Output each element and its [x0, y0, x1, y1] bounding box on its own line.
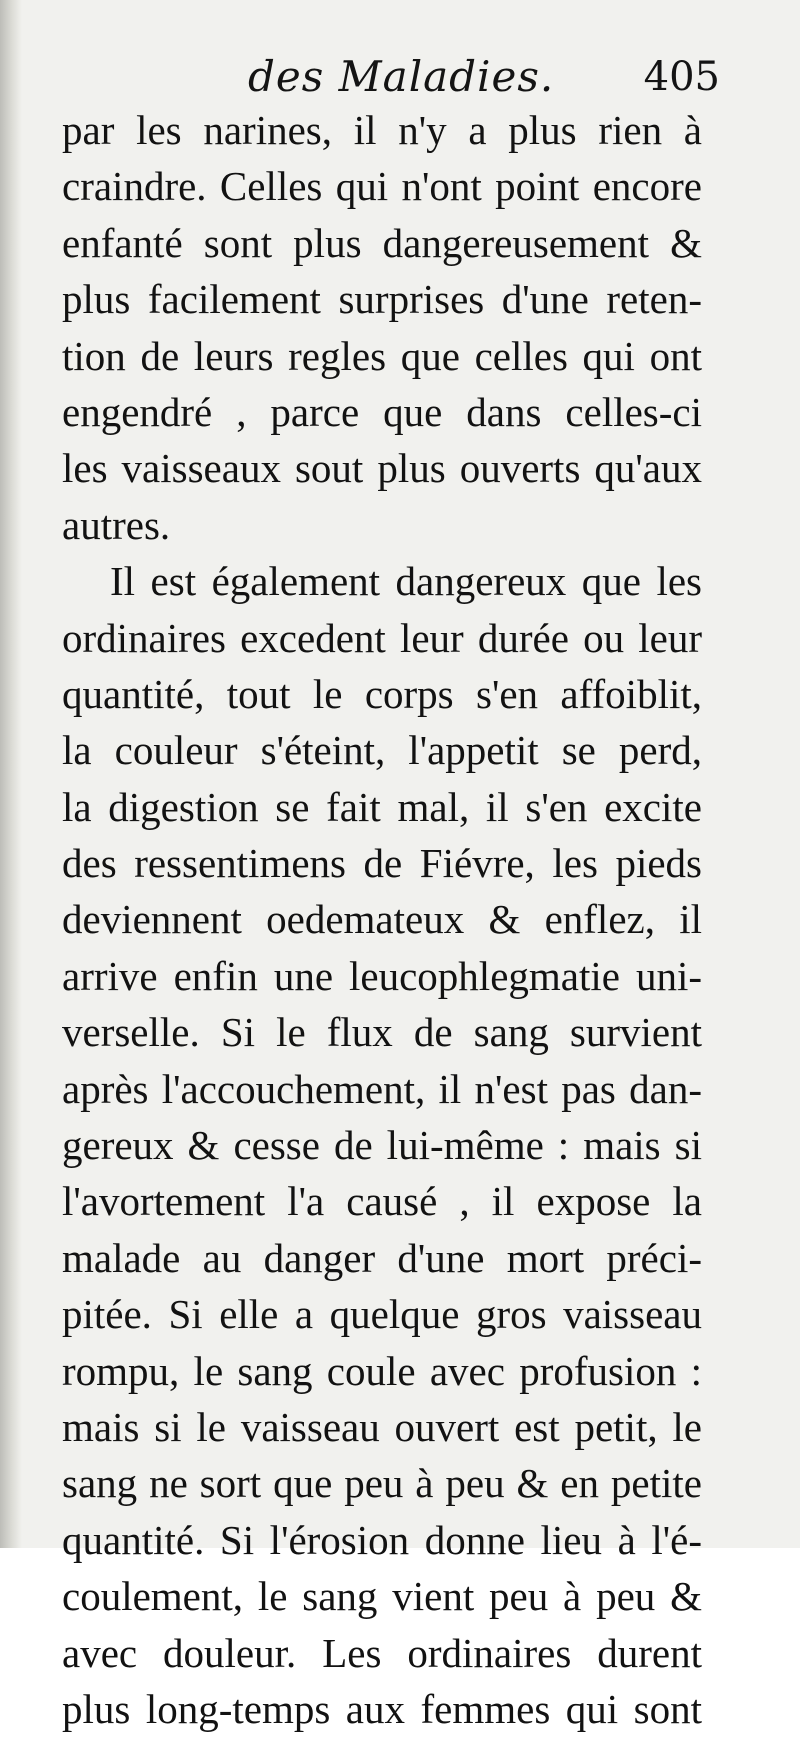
page-number: 405 [643, 54, 720, 100]
text-line: pitée. Si elle a quelque gros vaisseau [62, 1291, 702, 1338]
text-line: deviennent oedemateux & enflez, il [62, 896, 702, 943]
text-line: les vaisseaux sout plus ouverts qu'aux [62, 445, 702, 492]
text-line: plus long-temps aux femmes qui sont [62, 1685, 702, 1732]
page-gutter-shadow [0, 0, 22, 1548]
text-line: sang ne sort que peu à peu & en petite [62, 1460, 702, 1507]
text-line: craindre. Celles qui n'ont point encore [62, 163, 702, 210]
page-header [60, 48, 720, 108]
text-line: l'avortement l'a causé , il expose la [62, 1178, 702, 1225]
text-line: gereux & cesse de lui-même : mais si [62, 1122, 702, 1169]
text-line: la digestion se fait mal, il s'en excite [62, 783, 702, 830]
text-line: des ressentimens de Fiévre, les pieds [62, 840, 702, 887]
text-line: arrive enfin une leucophlegmatie uni- [62, 952, 702, 999]
text-line: rompu, le sang coule avec profusion : [62, 1347, 702, 1394]
text-line: ordinaires excedent leur durée ou leur [62, 614, 702, 661]
text-line: coulement, le sang vient peu à peu & [62, 1573, 702, 1620]
text-line: engendré , parce que dans celles-ci [62, 388, 702, 435]
text-line: tion de leurs regles que celles qui ont [62, 332, 702, 379]
text-line: autres. [62, 501, 171, 548]
paragraph-start-line: Il est également dangereux que les [110, 558, 702, 605]
text-line: la couleur s'éteint, l'appetit se perd, [62, 727, 702, 774]
body-text [62, 102, 702, 1737]
text-line: avec douleur. Les ordinaires durent [62, 1629, 702, 1676]
text-line: quantité, tout le corps s'en affoiblit, [62, 670, 702, 717]
text-line: malade au danger d'une mort préci- [62, 1234, 702, 1281]
text-line: par les narines, il n'y a plus rien à [62, 107, 702, 153]
text-line: mais si le vaisseau ouvert est petit, le [62, 1403, 702, 1450]
running-head: des Maladies. [248, 52, 555, 101]
text-line: quantité. Si l'érosion donne lieu à l'é- [62, 1516, 702, 1563]
text-line: verselle. Si le flux de sang survient [62, 1009, 702, 1056]
text-line: enfanté sont plus dangereusement & [62, 219, 702, 266]
text-line: plus facilement surprises d'une reten- [62, 276, 702, 323]
text-line: après l'accouchement, il n'est pas dan- [62, 1065, 702, 1112]
